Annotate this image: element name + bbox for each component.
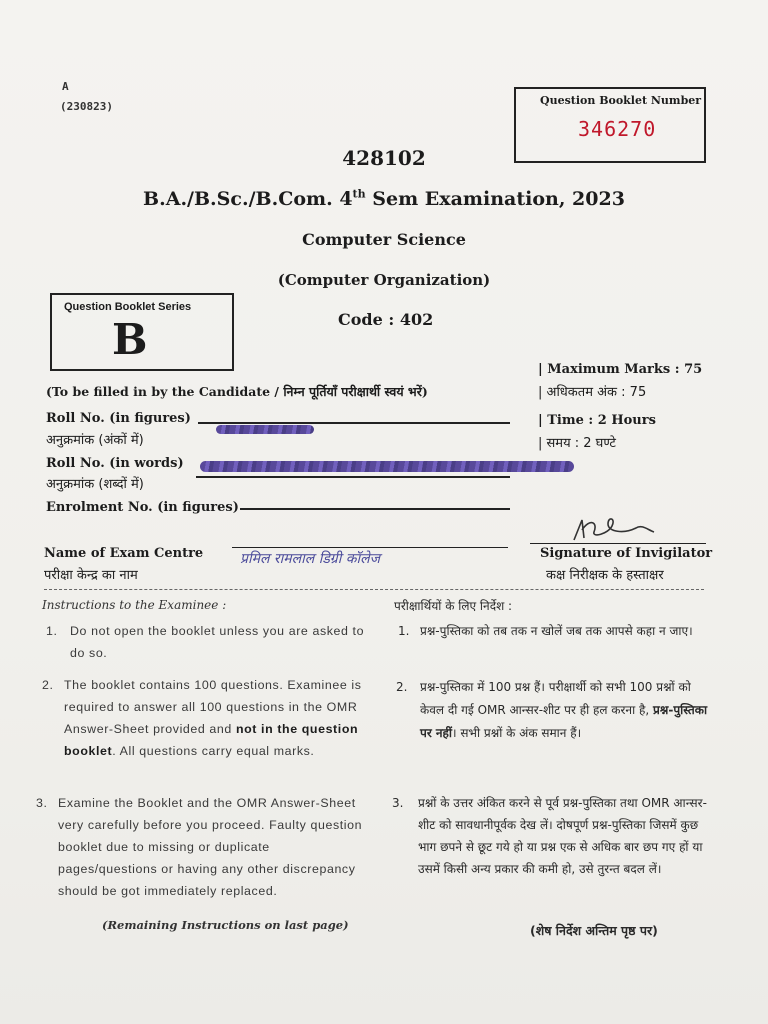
roll-words-label: Roll No. (in words) bbox=[46, 456, 184, 471]
invigilator-label-hi: कक्ष निरीक्षक के हस्ताक्षर bbox=[546, 568, 664, 583]
instruction-text: प्रश्नों के उत्तर अंकित करने से पूर्व प्रश्न-पुस्तिका तथा OMR आन्सर-शीट को सावधानीपूर्वक देख लें। दोषपूर्ण प्रश्न-पुस्तिका जिसमें कुछ भाग छपने से छूट गये हो या प्रश्न एक से अधिक बार छप गए हों या उसमें किसी अन्य प्रकार की कमी हो, उसे तुरन्त बदल लें। bbox=[418, 796, 707, 876]
subject-code: Code : 402 bbox=[338, 310, 434, 329]
paper-id: (230823) bbox=[60, 100, 113, 113]
instruction-item-2 bbox=[42, 674, 364, 762]
roll-figures-label: Roll No. (in figures) bbox=[46, 411, 191, 426]
roll-words-line bbox=[196, 476, 510, 478]
ordinal-suffix: th bbox=[352, 188, 366, 201]
exam-centre-line bbox=[232, 547, 508, 548]
instruction-text-part: . All questions carry equal marks. bbox=[112, 744, 315, 758]
instruction-item-hi-1 bbox=[398, 620, 714, 642]
question-booklet-series-box bbox=[50, 293, 234, 371]
instruction-text bbox=[420, 676, 714, 745]
time-en: | Time : 2 Hours bbox=[538, 413, 656, 428]
max-marks-en: | Maximum Marks : 75 bbox=[538, 362, 703, 377]
instruction-item-1 bbox=[46, 620, 366, 664]
question-booklet-number-value: 346270 bbox=[578, 117, 657, 141]
time-hi: | समय : 2 घण्टे bbox=[538, 436, 616, 451]
max-marks-hi: | अधिकतम अंक : 75 bbox=[538, 385, 647, 400]
instruction-number: 2. bbox=[42, 678, 54, 692]
instructions-heading-en: Instructions to the Examinee : bbox=[42, 598, 227, 612]
enrolment-label: Enrolment No. (in figures) bbox=[46, 500, 239, 515]
instruction-item-hi-3 bbox=[392, 792, 714, 880]
section-divider bbox=[44, 589, 704, 590]
instruction-text-part: । सभी प्रश्नों के अंक समान हैं। bbox=[452, 726, 582, 740]
invigilator-signature bbox=[568, 512, 658, 546]
subject: Computer Science bbox=[302, 230, 466, 249]
remaining-instructions-note: (Remaining Instructions on last page) bbox=[102, 918, 349, 932]
roll-figures-line bbox=[198, 422, 510, 424]
instructions-hindi bbox=[392, 598, 714, 938]
series-label: Question Booklet Series bbox=[64, 301, 192, 313]
exam-title bbox=[0, 188, 768, 210]
instructions-english bbox=[36, 598, 372, 932]
instruction-number: 3. bbox=[36, 796, 48, 810]
exam-centre-label-hi: परीक्षा केन्द्र का नाम bbox=[44, 568, 138, 583]
exam-centre-label: Name of Exam Centre bbox=[44, 546, 204, 561]
instructions-heading-hi: परीक्षार्थियों के लिए निर्देश : bbox=[394, 599, 513, 613]
instruction-text-part: प्रश्न-पुस्तिका में 100 प्रश्न हैं। परीक्षार्थी को सभी 100 प्रश्नों को केवल दी गई OMR आन्सर-शीट पर ही हल करना है, bbox=[420, 680, 691, 717]
instruction-text: Examine the Booklet and the OMR Answer-Sheet very carefully before you proceed. Faulty question booklet due to missing or duplicate pages/questions or having any other discrepancy should be got immediately replaced. bbox=[58, 796, 363, 898]
invigilator-label: Signature of Invigilator bbox=[540, 546, 713, 561]
paper-code: 428102 bbox=[342, 146, 426, 170]
instruction-item-3 bbox=[36, 792, 364, 902]
roll-figures-label-hi: अनुक्रमांक (अंकों में) bbox=[46, 433, 144, 448]
roll-words-redaction bbox=[200, 461, 574, 472]
instruction-number: 1. bbox=[398, 624, 410, 638]
paper-name: (Computer Organization) bbox=[277, 271, 491, 289]
invigilator-line bbox=[530, 543, 706, 544]
exam-centre-value: प्रमिल रामलाल डिग्री कॉलेज bbox=[240, 551, 381, 567]
instruction-text: प्रश्न-पुस्तिका को तब तक न खोलें जब तक आपसे कहा न जाए। bbox=[420, 624, 693, 638]
instruction-text-bold: प्रश्न-पुस्तिका पर नहीं bbox=[420, 703, 708, 740]
instruction-number: 3. bbox=[392, 796, 404, 810]
roll-figures-redaction bbox=[216, 425, 314, 434]
instruction-item-hi-2 bbox=[396, 676, 714, 745]
series-letter-small: A bbox=[62, 80, 69, 93]
remaining-instructions-note-hi: (शेष निर्देश अन्तिम पृष्ठ पर) bbox=[530, 923, 658, 938]
instruction-text-part: The booklet contains 100 questions. Examinee is required to answer all 100 questions in the OMR Answer-Sheet provided and bbox=[64, 678, 362, 736]
exam-title-text: B.A./B.Sc./B.Com. 4th Sem Examination, 2023 bbox=[143, 188, 625, 211]
instruction-text-bold: not in the question booklet bbox=[64, 722, 359, 758]
series-value: B bbox=[112, 315, 148, 364]
question-booklet-number-label: Question Booklet Number bbox=[540, 94, 702, 107]
instruction-number: 2. bbox=[396, 680, 408, 694]
instruction-text bbox=[64, 674, 364, 762]
fill-note: (To be filled in by the Candidate / निम्न पूर्तियाँ परीक्षार्थी स्वयं भरें) bbox=[46, 384, 428, 399]
enrolment-line bbox=[240, 508, 510, 510]
instruction-text: Do not open the booklet unless you are asked to do so. bbox=[70, 624, 365, 660]
instruction-number: 1. bbox=[46, 624, 58, 638]
roll-words-label-hi: अनुक्रमांक (शब्दों में) bbox=[46, 477, 144, 492]
